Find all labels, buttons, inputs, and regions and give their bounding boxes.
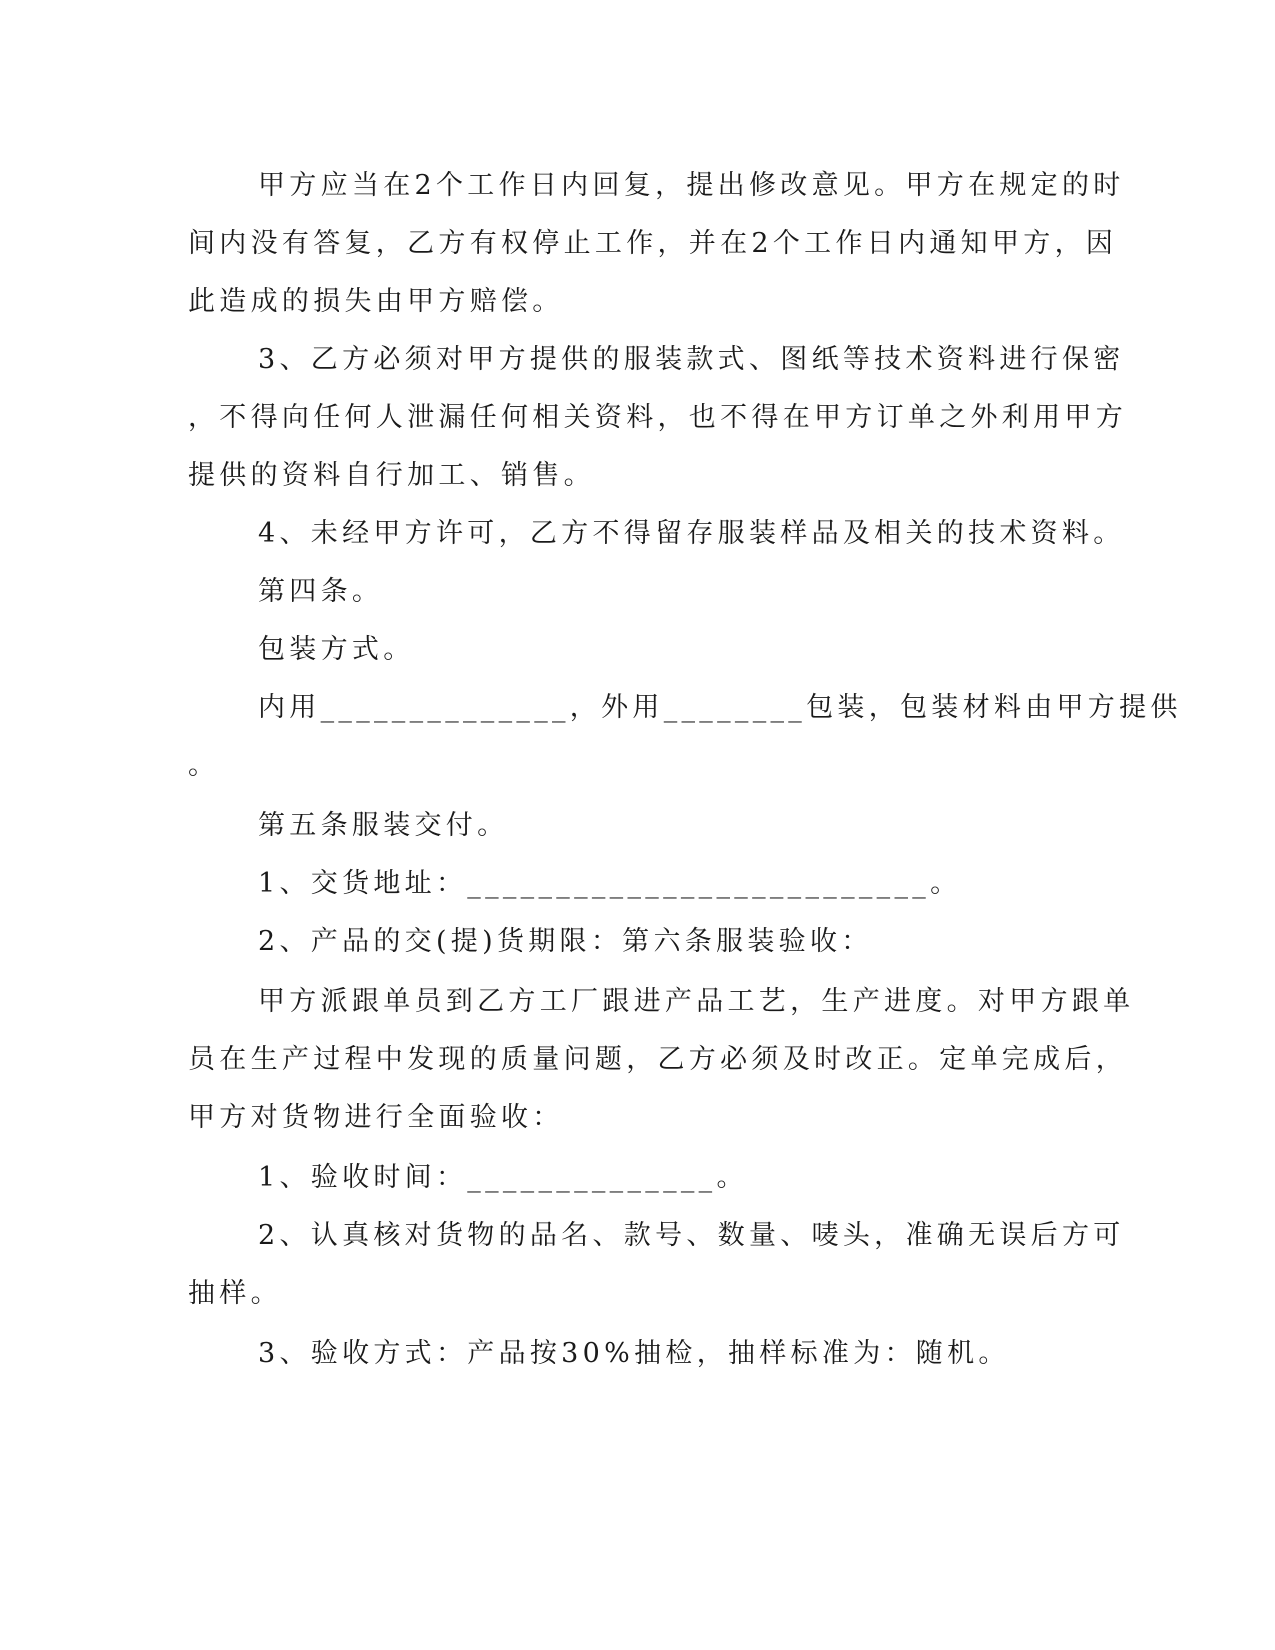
- paragraph-line: 此造成的损失由甲方赔偿。: [188, 286, 564, 317]
- paragraph-line: 员在生产过程中发现的质量问题，乙方必须及时改正。定单完成后，: [188, 1044, 1127, 1075]
- paragraph-line: 1、验收时间：______________。: [258, 1162, 748, 1193]
- paragraph-line: ，不得向任何人泄漏任何相关资料，也不得在甲方订单之外利用甲方: [188, 402, 1127, 433]
- section-heading: 第四条。: [258, 576, 384, 607]
- section-heading: 包装方式。: [258, 634, 415, 665]
- paragraph-line: 2、产品的交(提)货期限：第六条服装验收：: [258, 926, 873, 957]
- paragraph-line: 1、交货地址：__________________________。: [258, 868, 962, 899]
- paragraph-line: 4、未经甲方许可，乙方不得留存服装样品及相关的技术资料。: [258, 518, 1125, 549]
- section-heading: 第五条服装交付。: [258, 810, 509, 841]
- paragraph-line: 2、认真核对货物的品名、款号、数量、唛头，准确无误后方可: [258, 1220, 1125, 1251]
- paragraph-line: 抽样。: [188, 1278, 282, 1309]
- paragraph-line: 甲方派跟单员到乙方工厂跟进产品工艺，生产进度。对甲方跟单: [258, 986, 1135, 1017]
- paragraph-line: 3、验收方式：产品按30%抽检，抽样标准为：随机。: [258, 1338, 1010, 1369]
- paragraph-line: 。: [188, 750, 220, 781]
- paragraph-line: 甲方对货物进行全面验收：: [188, 1102, 564, 1133]
- paragraph-line: 提供的资料自行加工、销售。: [188, 460, 595, 491]
- paragraph-line: 甲方应当在2个工作日内回复，提出修改意见。甲方在规定的时: [258, 170, 1125, 201]
- paragraph-line: 3、乙方必须对甲方提供的服装款式、图纸等技术资料进行保密: [258, 344, 1125, 375]
- paragraph-line: 内用______________，外用________包装，包装材料由甲方提供: [258, 692, 1182, 723]
- paragraph-line: 间内没有答复，乙方有权停止工作，并在2个工作日内通知甲方，因: [188, 228, 1118, 259]
